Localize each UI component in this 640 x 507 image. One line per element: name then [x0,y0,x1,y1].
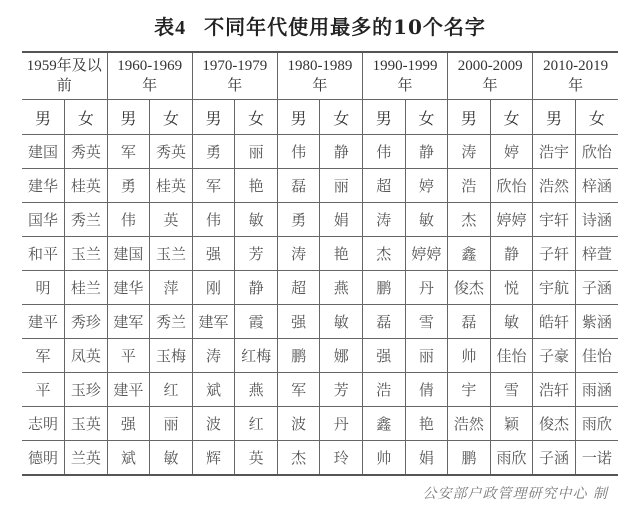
male-name-cell: 伟 [277,135,320,169]
male-name-cell: 子轩 [533,237,576,271]
male-name-cell: 建华 [107,271,150,305]
female-name-cell: 芳 [320,373,363,407]
male-name-cell: 涛 [277,237,320,271]
male-name-cell: 勇 [192,135,235,169]
male-name-cell: 浩轩 [533,373,576,407]
male-name-cell: 皓轩 [533,305,576,339]
male-name-cell: 建国 [22,135,65,169]
female-name-cell: 佳怡 [575,339,618,373]
source-credit: 公安部户政管理研究中心 制 [422,486,608,502]
table-row [22,441,618,476]
male-name-cell: 浩然 [533,169,576,203]
female-name-cell: 丽 [235,135,278,169]
female-name-cell: 玉兰 [65,237,108,271]
female-name-cell: 桂英 [150,169,193,203]
male-name-cell: 磊 [363,305,406,339]
male-name-cell: 伟 [363,135,406,169]
female-name-cell: 英 [235,441,278,476]
female-name-cell: 芳 [235,237,278,271]
table-row [22,407,618,441]
male-name-cell: 鹏 [277,339,320,373]
male-name-cell: 建平 [22,305,65,339]
male-name-cell: 子涵 [533,441,576,476]
male-name-cell: 鹏 [448,441,491,476]
female-name-cell: 婷婷 [405,237,448,271]
male-name-cell: 德明 [22,441,65,476]
male-name-cell: 建华 [22,169,65,203]
male-name-cell: 宇 [448,373,491,407]
female-name-cell: 秀兰 [65,203,108,237]
male-name-cell: 强 [107,407,150,441]
male-name-cell: 宇轩 [533,203,576,237]
gender-header-male: 男 [192,100,235,135]
female-name-cell: 玉梅 [150,339,193,373]
female-name-cell: 婷婷 [490,203,533,237]
male-name-cell: 建军 [192,305,235,339]
female-name-cell: 雪 [405,305,448,339]
male-name-cell: 辉 [192,441,235,476]
female-name-cell: 娜 [320,339,363,373]
table-body [22,135,618,476]
female-name-cell: 梓萱 [575,237,618,271]
male-name-cell: 勇 [277,203,320,237]
male-name-cell: 强 [192,237,235,271]
female-name-cell: 敏 [235,203,278,237]
table-caption: 不同年代使用最多的10个名字 [204,15,486,39]
male-name-cell: 斌 [192,373,235,407]
decade-header: 1970-1979 年 [192,52,277,100]
gender-header-female: 女 [320,100,363,135]
female-name-cell: 丹 [405,271,448,305]
female-name-cell: 玲 [320,441,363,476]
female-name-cell: 紫涵 [575,305,618,339]
female-name-cell: 秀珍 [65,305,108,339]
male-name-cell: 和平 [22,237,65,271]
female-name-cell: 丽 [405,339,448,373]
male-name-cell: 军 [192,169,235,203]
female-name-cell: 婷 [405,169,448,203]
male-name-cell: 军 [277,373,320,407]
male-name-cell: 建国 [107,237,150,271]
female-name-cell: 红 [235,407,278,441]
female-name-cell: 娟 [405,441,448,476]
male-name-cell: 勇 [107,169,150,203]
male-name-cell: 涛 [448,135,491,169]
male-name-cell: 明 [22,271,65,305]
female-name-cell: 敏 [150,441,193,476]
gender-header-female: 女 [405,100,448,135]
female-name-cell: 佳怡 [490,339,533,373]
female-name-cell: 婷 [490,135,533,169]
male-name-cell: 浩 [363,373,406,407]
female-name-cell: 静 [405,135,448,169]
female-name-cell: 颖 [490,407,533,441]
gender-header-male: 男 [22,100,65,135]
gender-header-female: 女 [490,100,533,135]
female-name-cell: 子涵 [575,271,618,305]
male-name-cell: 鑫 [363,407,406,441]
male-name-cell: 杰 [448,203,491,237]
female-name-cell: 霞 [235,305,278,339]
table-title [0,11,640,40]
decade-header: 2000-2009 年 [448,52,533,100]
female-name-cell: 桂英 [65,169,108,203]
female-name-cell: 静 [235,271,278,305]
male-name-cell: 国华 [22,203,65,237]
male-name-cell: 建军 [107,305,150,339]
female-name-cell: 丹 [320,407,363,441]
male-name-cell: 强 [277,305,320,339]
gender-header-male: 男 [277,100,320,135]
male-name-cell: 磊 [277,169,320,203]
male-name-cell: 鑫 [448,237,491,271]
female-name-cell: 欣怡 [490,169,533,203]
male-name-cell: 平 [22,373,65,407]
female-name-cell: 红 [150,373,193,407]
female-name-cell: 燕 [235,373,278,407]
female-name-cell: 欣怡 [575,135,618,169]
gender-header-female: 女 [575,100,618,135]
male-name-cell: 斌 [107,441,150,476]
female-name-cell: 燕 [320,271,363,305]
female-name-cell: 悦 [490,271,533,305]
male-name-cell: 磊 [448,305,491,339]
female-name-cell: 丽 [150,407,193,441]
male-name-cell: 刚 [192,271,235,305]
female-name-cell: 秀英 [150,135,193,169]
male-name-cell: 鹏 [363,271,406,305]
female-name-cell: 艳 [405,407,448,441]
table-row [22,271,618,305]
female-name-cell: 敏 [405,203,448,237]
decade-header: 1980-1989 年 [277,52,362,100]
female-name-cell: 兰英 [65,441,108,476]
male-name-cell: 杰 [363,237,406,271]
female-name-cell: 雨欣 [490,441,533,476]
table-row [22,237,618,271]
table-row [22,373,618,407]
male-name-cell: 伟 [192,203,235,237]
female-name-cell: 丽 [320,169,363,203]
gender-header-male: 男 [107,100,150,135]
female-name-cell: 玉兰 [150,237,193,271]
gender-header-female: 女 [65,100,108,135]
female-name-cell: 秀英 [65,135,108,169]
male-name-cell: 俊杰 [533,407,576,441]
male-name-cell: 志明 [22,407,65,441]
male-name-cell: 涛 [363,203,406,237]
female-name-cell: 凤英 [65,339,108,373]
female-name-cell: 静 [320,135,363,169]
male-name-cell: 军 [107,135,150,169]
female-name-cell: 娟 [320,203,363,237]
male-name-cell: 杰 [277,441,320,476]
gender-header-female: 女 [235,100,278,135]
male-name-cell: 波 [192,407,235,441]
female-name-cell: 艳 [320,237,363,271]
female-name-cell: 梓涵 [575,169,618,203]
table-number: 表4 [154,17,187,39]
female-name-cell: 雨欣 [575,407,618,441]
gender-header-female: 女 [150,100,193,135]
male-name-cell: 强 [363,339,406,373]
male-name-cell: 子豪 [533,339,576,373]
male-name-cell: 浩宇 [533,135,576,169]
table-row [22,203,618,237]
female-name-cell: 玉珍 [65,373,108,407]
female-name-cell: 一诺 [575,441,618,476]
male-name-cell: 军 [22,339,65,373]
table-row [22,169,618,203]
gender-header-row [22,100,618,135]
female-name-cell: 秀兰 [150,305,193,339]
decade-header: 1990-1999 年 [363,52,448,100]
female-name-cell: 倩 [405,373,448,407]
decade-header: 1959年及以 前 [22,52,107,100]
gender-header-male: 男 [363,100,406,135]
female-name-cell: 雨涵 [575,373,618,407]
male-name-cell: 超 [277,271,320,305]
female-name-cell: 玉英 [65,407,108,441]
male-name-cell: 波 [277,407,320,441]
male-name-cell: 涛 [192,339,235,373]
female-name-cell: 静 [490,237,533,271]
female-name-cell: 红梅 [235,339,278,373]
gender-header-male: 男 [533,100,576,135]
decade-header: 1960-1969 年 [107,52,192,100]
male-name-cell: 建平 [107,373,150,407]
male-name-cell: 平 [107,339,150,373]
male-name-cell: 伟 [107,203,150,237]
table-row [22,135,618,169]
female-name-cell: 萍 [150,271,193,305]
names-table [22,51,618,476]
male-name-cell: 超 [363,169,406,203]
female-name-cell: 诗涵 [575,203,618,237]
female-name-cell: 敏 [490,305,533,339]
female-name-cell: 敏 [320,305,363,339]
table-row [22,339,618,373]
table-row [22,305,618,339]
female-name-cell: 艳 [235,169,278,203]
male-name-cell: 浩然 [448,407,491,441]
male-name-cell: 浩 [448,169,491,203]
decade-header-row [22,52,618,100]
male-name-cell: 帅 [448,339,491,373]
male-name-cell: 宇航 [533,271,576,305]
female-name-cell: 英 [150,203,193,237]
male-name-cell: 帅 [363,441,406,476]
female-name-cell: 桂兰 [65,271,108,305]
decade-header: 2010-2019 年 [533,52,618,100]
female-name-cell: 雪 [490,373,533,407]
gender-header-male: 男 [448,100,491,135]
male-name-cell: 俊杰 [448,271,491,305]
